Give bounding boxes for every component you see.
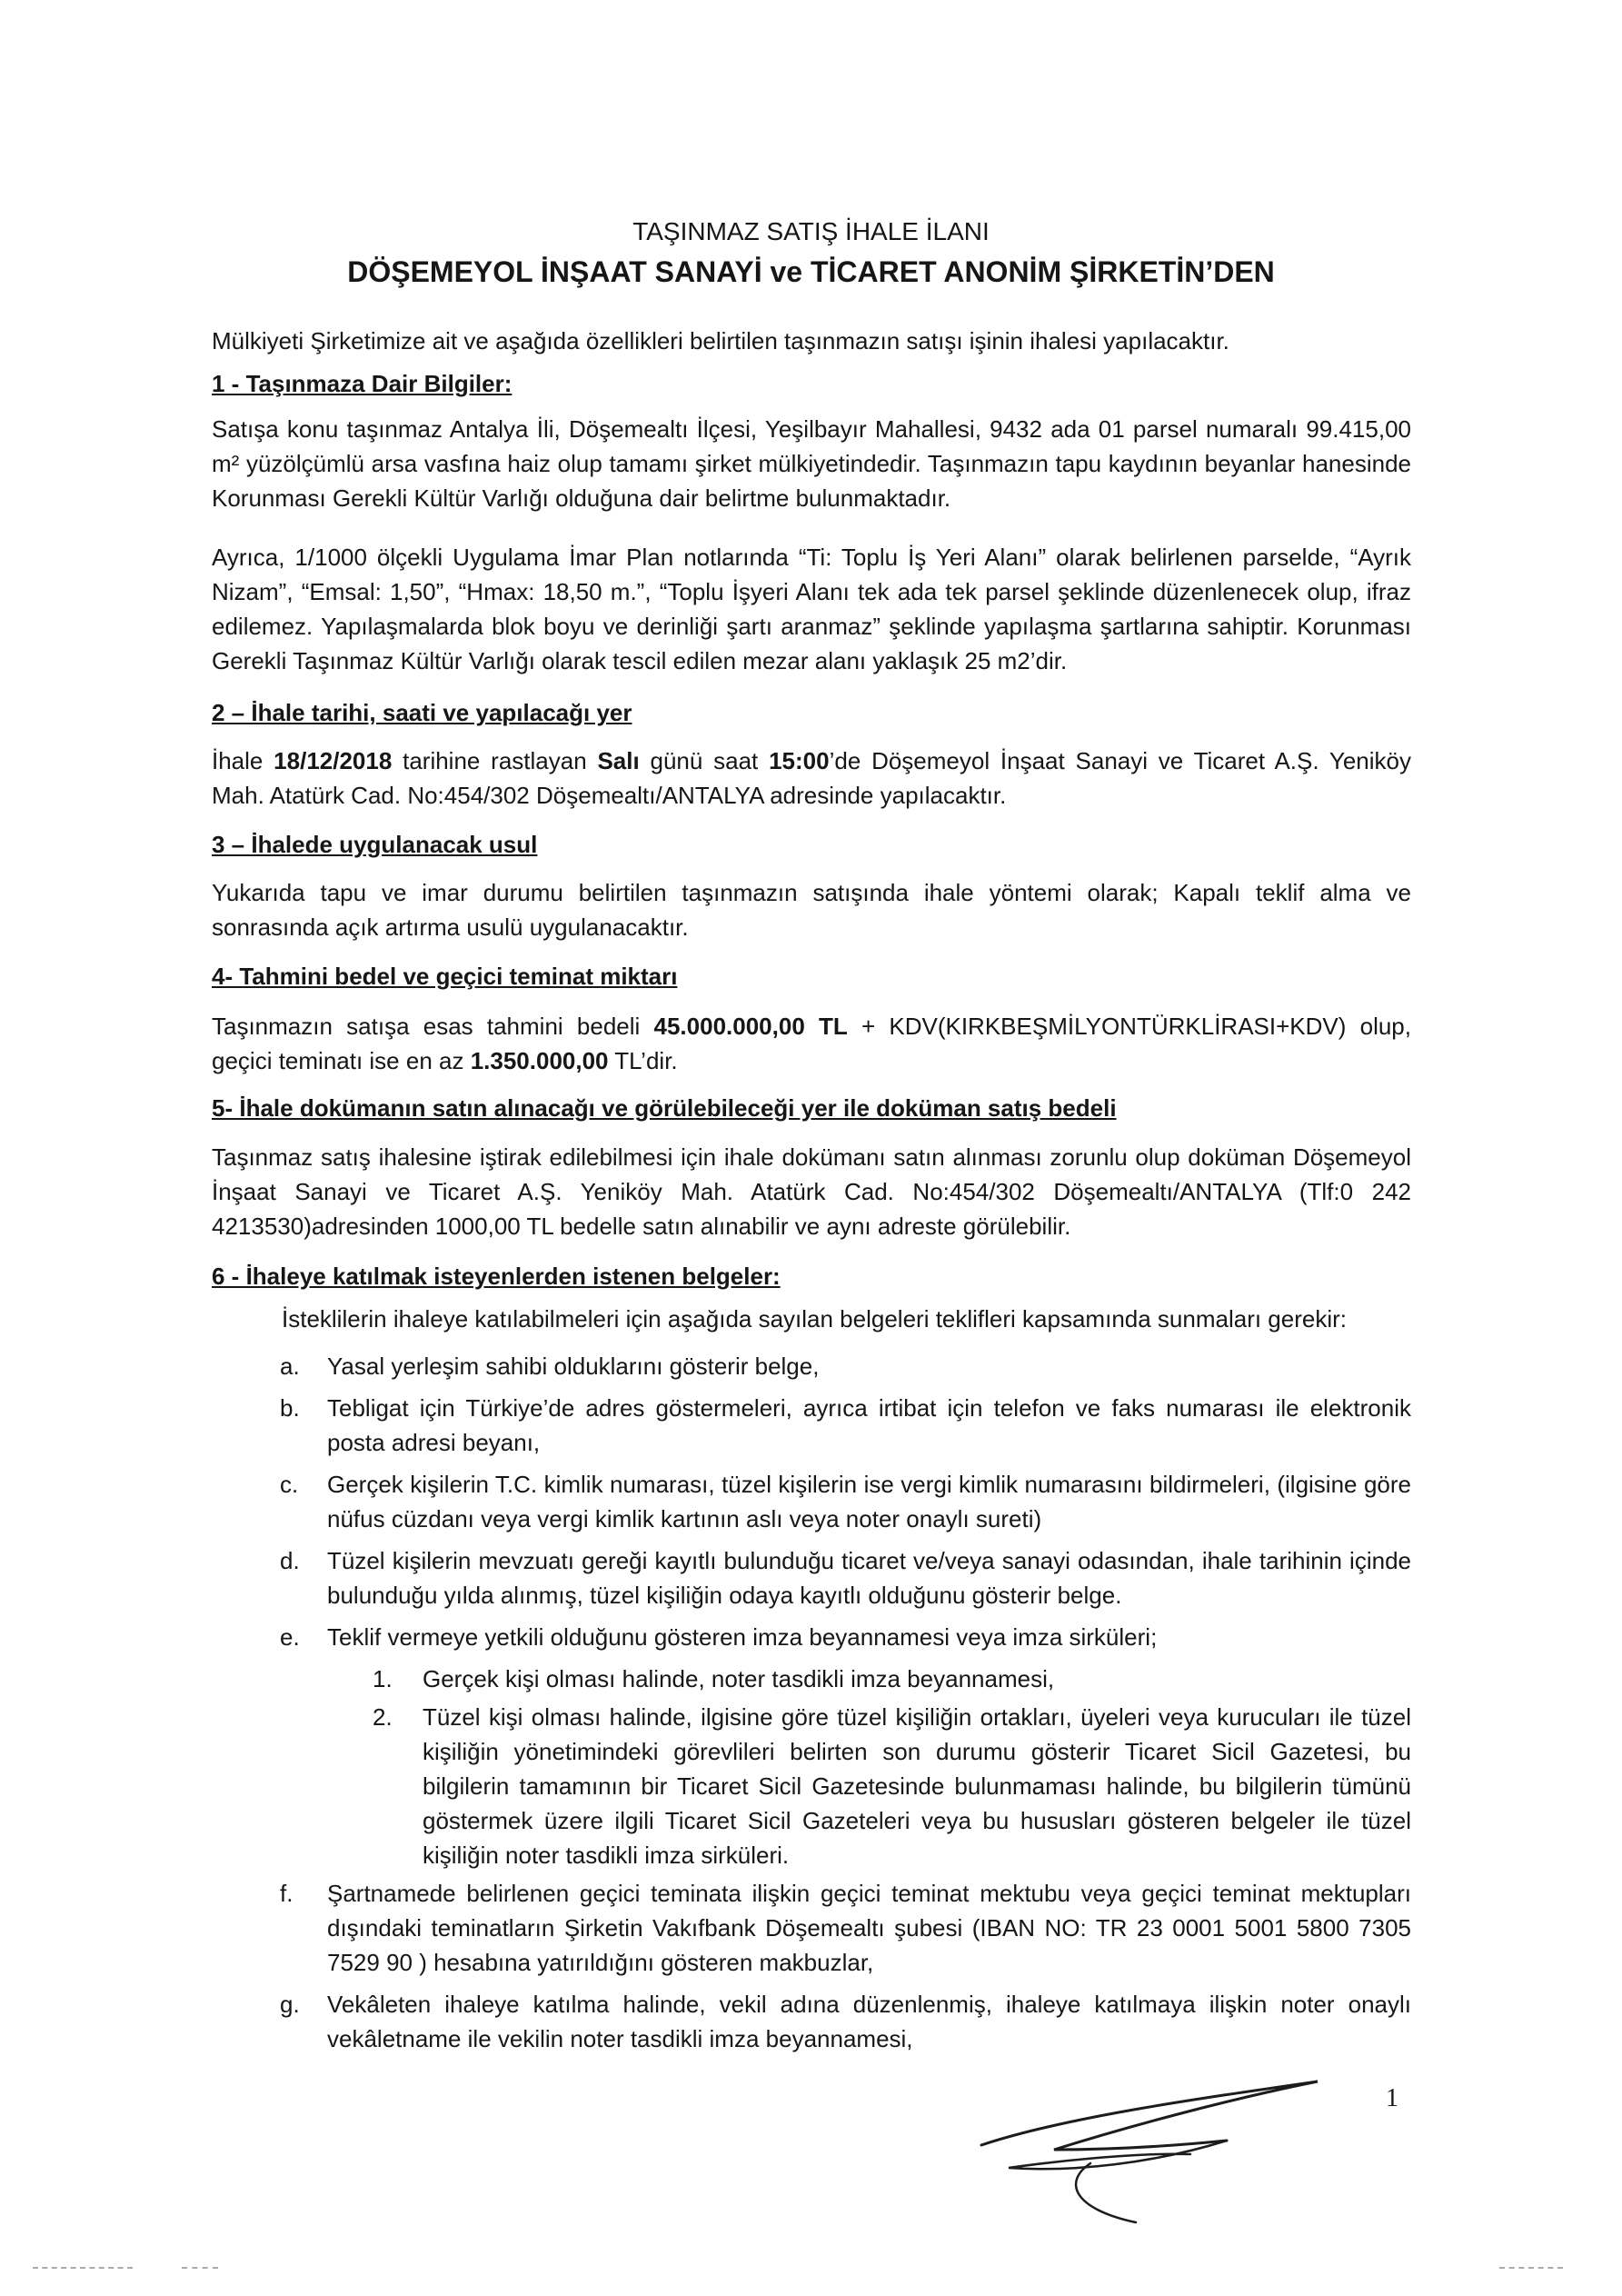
list-item-text: Vekâleten ihaleye katılma halinde, vekil adına düzenlenmiş, ihaleye katılmaya ilişkin noter onaylı vekâletname ile vekilin noter tasdikli imza beyannamesi, xyxy=(327,1991,1411,2052)
text-run: TL’dir. xyxy=(608,1047,678,1074)
section-2-heading: 2 – İhale tarihi, saati ve yapılacağı yer xyxy=(212,699,632,726)
text-run: Taşınmazın satışa esas tahmini bedeli xyxy=(212,1013,654,1040)
page-number: 1 xyxy=(1386,2084,1398,2112)
list-item xyxy=(280,1543,1411,1612)
company-name: DÖŞEMEYOL İNŞAAT SANAYİ ve TİCARET ANONİM ŞİRKETİN’DEN xyxy=(347,255,1275,288)
list-item-text: Tebligat için Türkiye’de adres göstermeleri, ayrıca irtibat için telefon ve faks numarası ile elektronik posta adresi beyanı, xyxy=(327,1394,1411,1456)
scan-edge-mark xyxy=(182,2267,218,2269)
handwritten-signature xyxy=(954,2063,1354,2227)
list-item-text: Gerçek kişilerin T.C. kimlik numarası, tüzel kişilerin ise vergi kimlik numarasını bildirmeleri, (ilgisine göre nüfus cüzdanı veya vergi kimlik kartının aslı veya noter onaylı sureti) xyxy=(327,1471,1411,1532)
document-title: TAŞINMAZ SATIŞ İHALE İLANI xyxy=(632,217,990,245)
deposit-amount: 1.350.000,00 xyxy=(470,1047,609,1074)
text-run: tarihine rastlayan xyxy=(392,747,598,774)
section-6-intro: İsteklilerin ihaleye katılabilmeleri için aşağıda sayılan belgeleri teklifleri kapsamında sunmaları gerekir: xyxy=(282,1305,1347,1333)
scan-edge-mark xyxy=(33,2267,133,2269)
list-item xyxy=(280,1987,1411,2056)
sub-list-marker: 1. xyxy=(373,1665,393,1692)
section-1-paragraph-1: Satışa konu taşınmaz Antalya İli, Döşemealtı İlçesi, Yeşilbayır Mahallesi, 9432 ada 01 parsel numaralı 99.415,00 m² yüzölçümlü arsa vasfına haiz olup tamamı şirket mülkiyetindedir. Taşınmazın tapu kaydının beyanlar hanesinde Korunması Gerekli Kültür Varlığı olduğuna dair belirtme bulunmaktadır. xyxy=(212,415,1411,512)
required-documents-list xyxy=(280,1349,1411,2063)
auction-time: 15:00 xyxy=(769,747,830,774)
list-marker: e. xyxy=(280,1623,300,1651)
list-marker: c. xyxy=(280,1471,299,1498)
section-3-heading: 3 – İhalede uygulanacak usul xyxy=(212,831,538,858)
list-item xyxy=(280,1391,1411,1460)
section-5-heading: 5- İhale dokümanın satın alınacağı ve görülebileceği yer ile doküman satış bedeli xyxy=(212,1094,1117,1122)
list-marker: d. xyxy=(280,1547,300,1574)
section-2-paragraph xyxy=(212,744,1411,813)
list-item-text: Tüzel kişilerin mevzuatı gereği kayıtlı bulunduğu ticaret ve/veya sanayi odasından, ihale tarihinin içinde bulunduğu yılda alınmış, tüzel kişiliğin odaya kayıtlı olduğunu gösterir belge. xyxy=(327,1547,1411,1609)
list-item-text: Yasal yerleşim sahibi olduklarını gösterir belge, xyxy=(327,1353,820,1380)
sub-list-marker: 2. xyxy=(373,1703,393,1731)
sub-list-item-text: Tüzel kişi olması halinde, ilgisine göre tüzel kişiliğin ortakları, üyeleri veya kurucuları ile tüzel kişiliğin yönetimindeki görevlileri belirten son durumu gösterir Ticaret Sicil Gazetesi, bu bilgilerin tamamının bir Ticaret Sicil Gazetesinde bulunmaması halinde, bu bilgilerin tümünü göstermek üzere ilgili Ticaret Sicil Gazeteleri veya bu hususları gösteren belgeler ile tüzel kişiliğin noter tasdikli imza sirküleri. xyxy=(423,1703,1411,1869)
text-run: İhale xyxy=(212,747,274,774)
sub-list-item xyxy=(373,1662,1411,1696)
scan-edge-mark xyxy=(1499,2267,1563,2269)
sub-list-item xyxy=(373,1700,1411,1872)
section-6-heading: 6 - İhaleye katılmak isteyenlerden istenen belgeler: xyxy=(212,1263,781,1290)
text-run: günü saat xyxy=(639,747,770,774)
list-item-text: Şartnamede belirlenen geçici teminata ilişkin geçici teminat mektubu veya geçici teminat mektupları dışındaki teminatların Şirketin Vakıfbank Döşemealtı şubesi (IBAN NO: TR 23 0001 5001 5800 7305 7529 90 ) hesabına yatırıldığını gösteren makbuzlar, xyxy=(327,1880,1411,1976)
list-item-text: Teklif vermeye yetkili olduğunu gösteren imza beyannamesi veya imza sirküleri; xyxy=(327,1623,1158,1651)
text-run: + KDV(KIRKBEŞMİLYONTÜRKLİRASI+KDV) olup, geçici teminatı ise en az xyxy=(212,1013,1411,1074)
list-marker: f. xyxy=(280,1880,294,1907)
list-marker: b. xyxy=(280,1394,300,1422)
list-marker: g. xyxy=(280,1991,300,2018)
list-item xyxy=(280,1620,1411,1654)
list-marker: a. xyxy=(280,1353,300,1380)
section-5-paragraph: Taşınmaz satış ihalesine iştirak edilebilmesi için ihale dokümanı satın alınması zorunlu olup doküman Döşemeyol İnşaat Sanayi ve Ticaret A.Ş. Yeniköy Mah. Atatürk Cad. No:454/302 Döşemealtı/ANTALYA (Tlf:0 242 4213530)adresinden 1000,00 TL bedelle satın alınabilir ve aynı adreste görülebilir. xyxy=(212,1143,1411,1240)
section-4-heading: 4- Tahmini bedel ve geçici teminat miktarı xyxy=(212,963,678,990)
list-item xyxy=(280,1467,1411,1536)
section-1-paragraph-2: Ayrıca, 1/1000 ölçekli Uygulama İmar Plan notlarında “Ti: Toplu İş Yeri Alanı” olarak belirlenen parselde, “Ayrık Nizam”, “Emsal: 1,50”, “Hmax: 18,50 m.”, “Toplu İşyeri Alanı tek ada tek parsel şeklinde düzenlenecek olup, ifraz edilemez. Yapılaşmalarda blok boyu ve derinliği şartı aranmaz” şeklinde yapılaşma şartlarına sahiptir. Korunması Gerekli Taşınmaz Kültür Varlığı olarak tescil edilen mezar alanı yaklaşık 25 m2’dir. xyxy=(212,544,1411,674)
auction-date: 18/12/2018 xyxy=(274,747,393,774)
intro-paragraph: Mülkiyeti Şirketimize ait ve aşağıda özellikleri belirtilen taşınmazın satışı işinin ihalesi yapılacaktır. xyxy=(212,327,1229,354)
estimated-price: 45.000.000,00 TL xyxy=(653,1013,848,1040)
auction-day: Salı xyxy=(597,747,640,774)
list-item xyxy=(280,1349,1411,1383)
section-1-heading: 1 - Taşınmaza Dair Bilgiler: xyxy=(212,370,512,397)
section-3-paragraph: Yukarıda tapu ve imar durumu belirtilen taşınmazın satışında ihale yöntemi olarak; Kapalı teklif alma ve sonrasında açık artırma usulü uygulanacaktır. xyxy=(212,879,1411,941)
sub-list-item-text: Gerçek kişi olması halinde, noter tasdikli imza beyannamesi, xyxy=(423,1665,1055,1692)
section-4-paragraph xyxy=(212,1009,1411,1078)
text-run: ’de Döşemeyol İnşaat Sanayi ve Ticaret A.Ş. Yeniköy Mah. Atatürk Cad. No:454/302 Döşemealtı/ANTALYA adresinde yapılacaktır. xyxy=(212,747,1412,809)
list-item xyxy=(280,1876,1411,1980)
